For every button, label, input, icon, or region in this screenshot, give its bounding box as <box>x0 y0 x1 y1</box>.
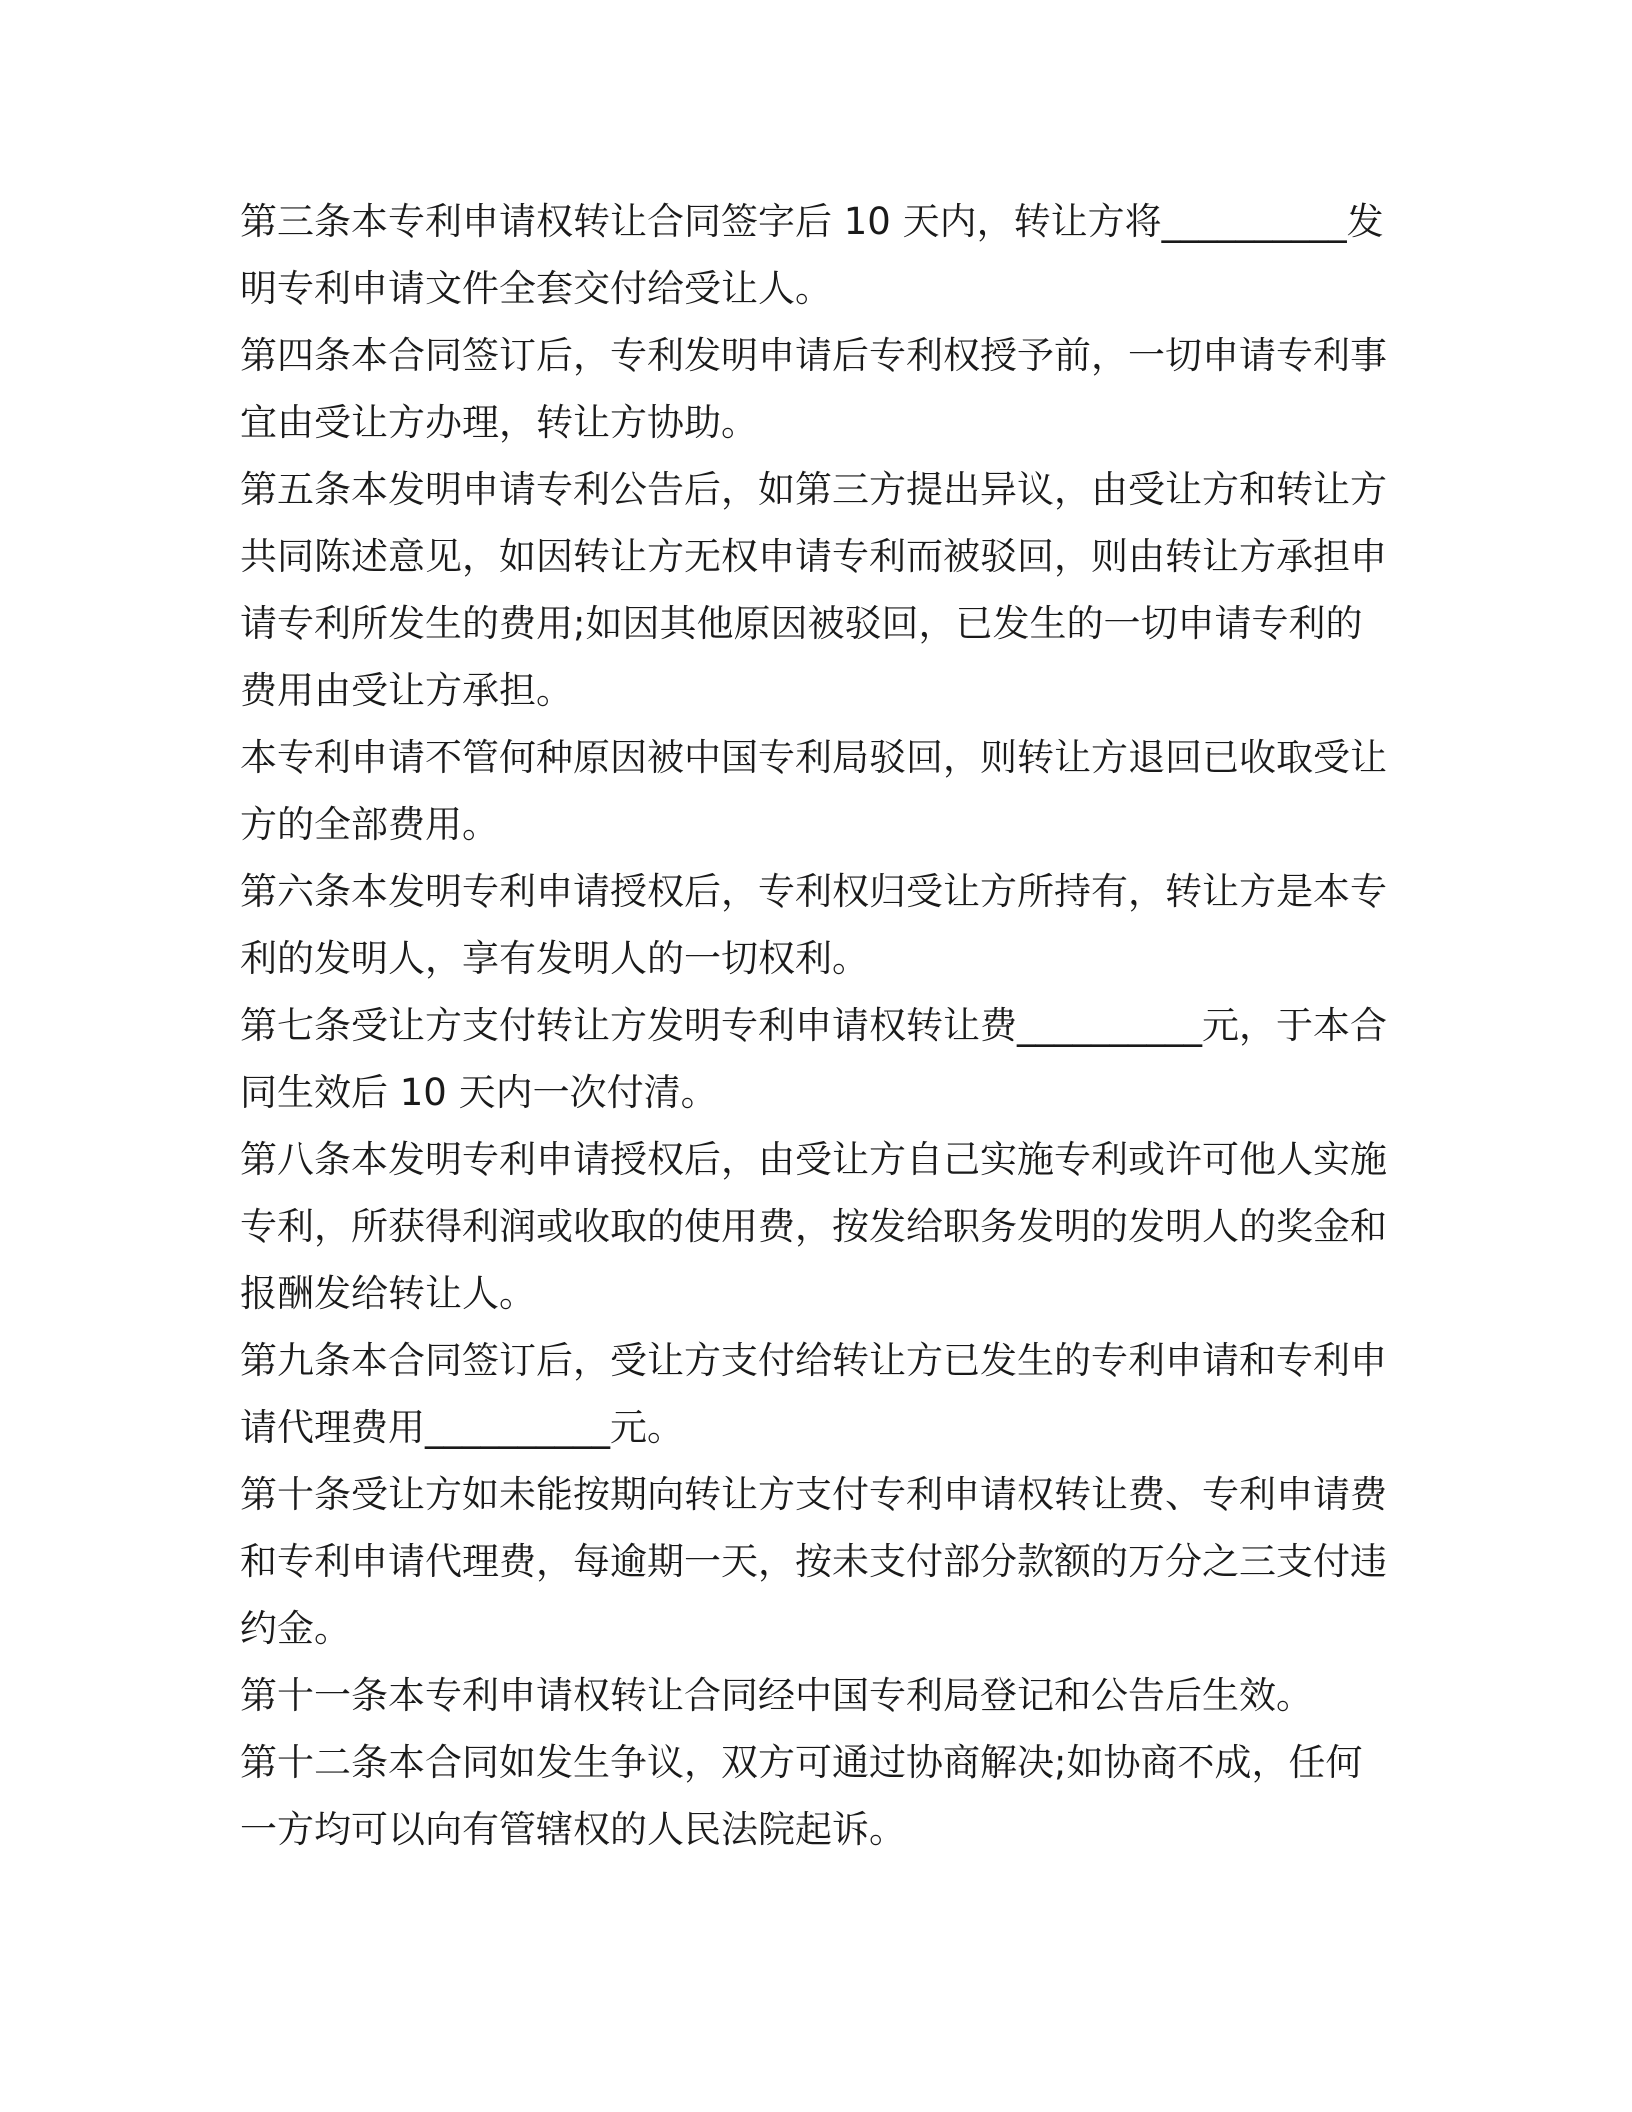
clause-10: 第十条受让方如未能按期向转让方支付专利申请权转让费、专利申请费和专利申请代理费，每逾期一天，按未支付部分款额的万分之三支付违约金。 <box>240 1473 1387 1650</box>
clause-12: 第十二条本合同如发生争议，双方可通过协商解决;如协商不成，任何一方均可以向有管辖权的人民法院起诉。 <box>240 1741 1363 1851</box>
clause-5: 第五条本发明申请专利公告后，如第三方提出异议，由受让方和转让方共同陈述意见，如因转让方无权申请专利而被驳回，则由转让方承担申请专利所发生的费用;如因其他原因被驳回，已发生的一切申请专利的费用由受让方承担。 <box>240 468 1387 712</box>
clause-11: 第十一条本专利申请权转让合同经中国专利局登记和公告后生效。 <box>240 1674 1313 1717</box>
clause-9: 第九条本合同签订后，受让方支付给转让方已发生的专利申请和专利申请代理费用__________元。 <box>240 1339 1387 1449</box>
contract-body <box>240 188 1390 1863</box>
clause-8: 第八条本发明专利申请授权后，由受让方自己实施专利或许可他人实施专利，所获得利润或收取的使用费，按发给职务发明的发明人的奖金和报酬发给转让人。 <box>240 1138 1387 1315</box>
clause-6: 第六条本发明专利申请授权后，专利权归受让方所持有，转让方是本专利的发明人，享有发明人的一切权利。 <box>240 870 1387 980</box>
clause-7: 第七条受让方支付转让方发明专利申请权转让费__________元，于本合同生效后 10 天内一次付清。 <box>240 1004 1387 1114</box>
clause-4: 第四条本合同签订后，专利发明申请后专利权授予前，一切申请专利事宜由受让方办理，转让方协助。 <box>240 334 1387 444</box>
clause-3: 第三条本专利申请权转让合同签字后 10 天内，转让方将__________发明专利申请文件全套交付给受让人。 <box>240 200 1384 310</box>
clause-5-supplement: 本专利申请不管何种原因被中国专利局驳回，则转让方退回已收取受让方的全部费用。 <box>240 736 1387 846</box>
